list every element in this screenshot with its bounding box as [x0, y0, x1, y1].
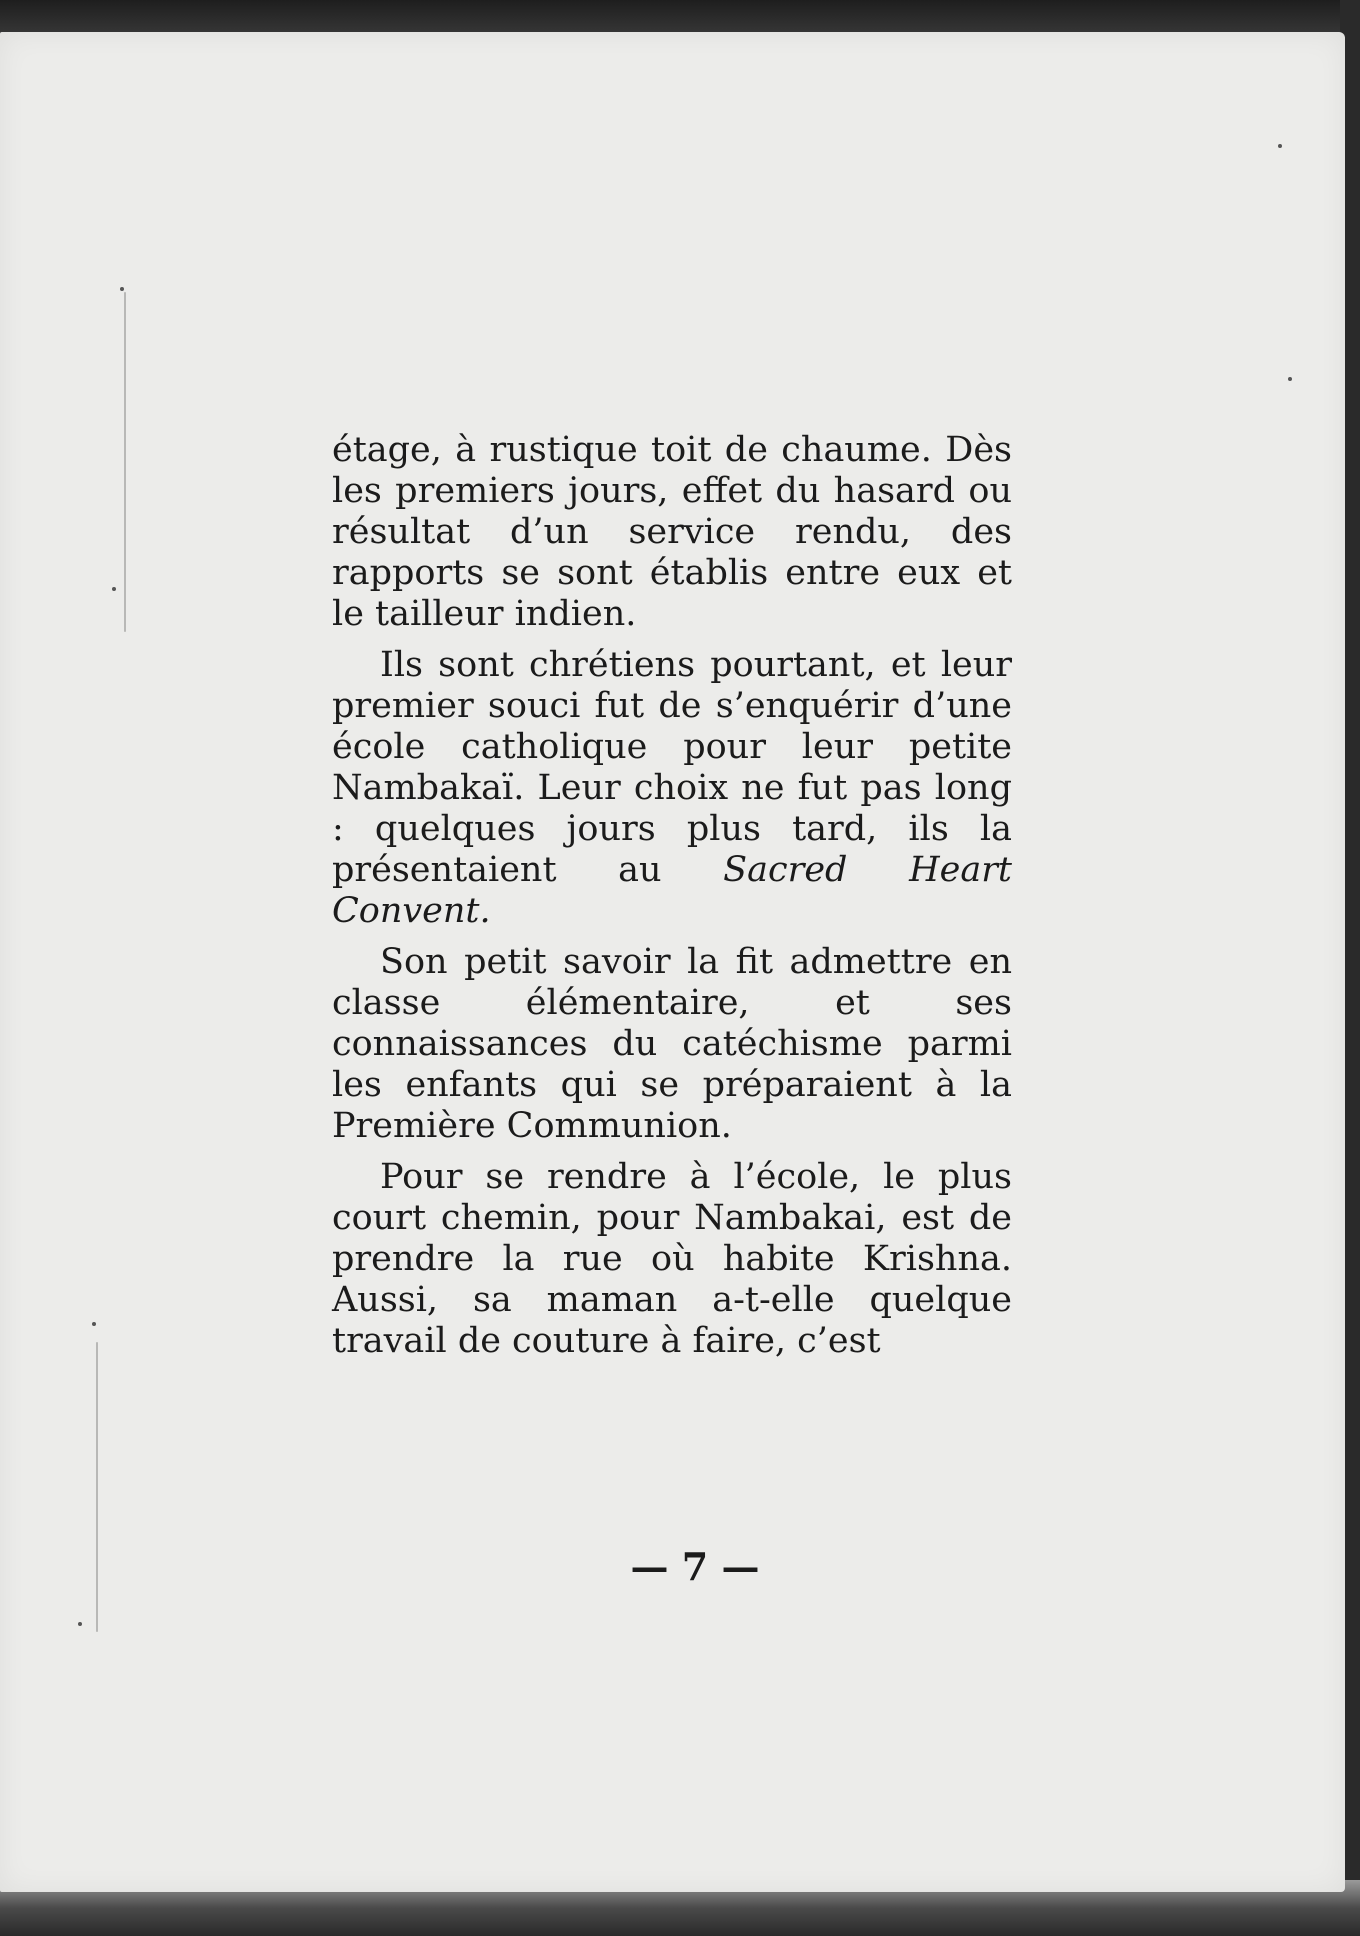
- paragraph: Son petit savoir la fit admettre en classe élémentaire, et ses connaissances du catéchisme parmi les enfants qui se préparaient à la Première Communion.: [332, 942, 1012, 1146]
- dust-speck: [1288, 377, 1292, 381]
- paragraph-text: Ils sont chrétiens pourtant, et leur premier souci fut de s’enquérir d’une école catholique pour leur petite Nambakaï. Leur choix ne fut pas long : quelques jours plus tard, ils la présentaient au: [332, 645, 1012, 890]
- page-crease-upper: [124, 292, 126, 632]
- paragraph: Pour se rendre à l’école, le plus court chemin, pour Nambakai, est de prendre la rue où habite Krishna. Aussi, sa maman a-t-elle quelque travail de couture à faire, c’est: [332, 1157, 1012, 1361]
- dust-speck: [92, 1322, 96, 1326]
- paragraph: [332, 645, 1012, 932]
- dust-speck: [120, 287, 124, 291]
- italic-title: Sacred Heart Convent.: [332, 850, 1012, 931]
- paragraph: étage, à rustique toit de chaume. Dès les premiers jours, effet du hasard ou résultat d’un service rendu, des rapports se sont établis entre eux et le tailleur indien.: [332, 430, 1012, 634]
- dust-speck: [1278, 144, 1282, 148]
- dust-speck: [112, 587, 116, 591]
- dust-speck: [78, 1622, 82, 1626]
- body-text: [332, 430, 1012, 1372]
- page-number: — 7 —: [630, 1544, 760, 1589]
